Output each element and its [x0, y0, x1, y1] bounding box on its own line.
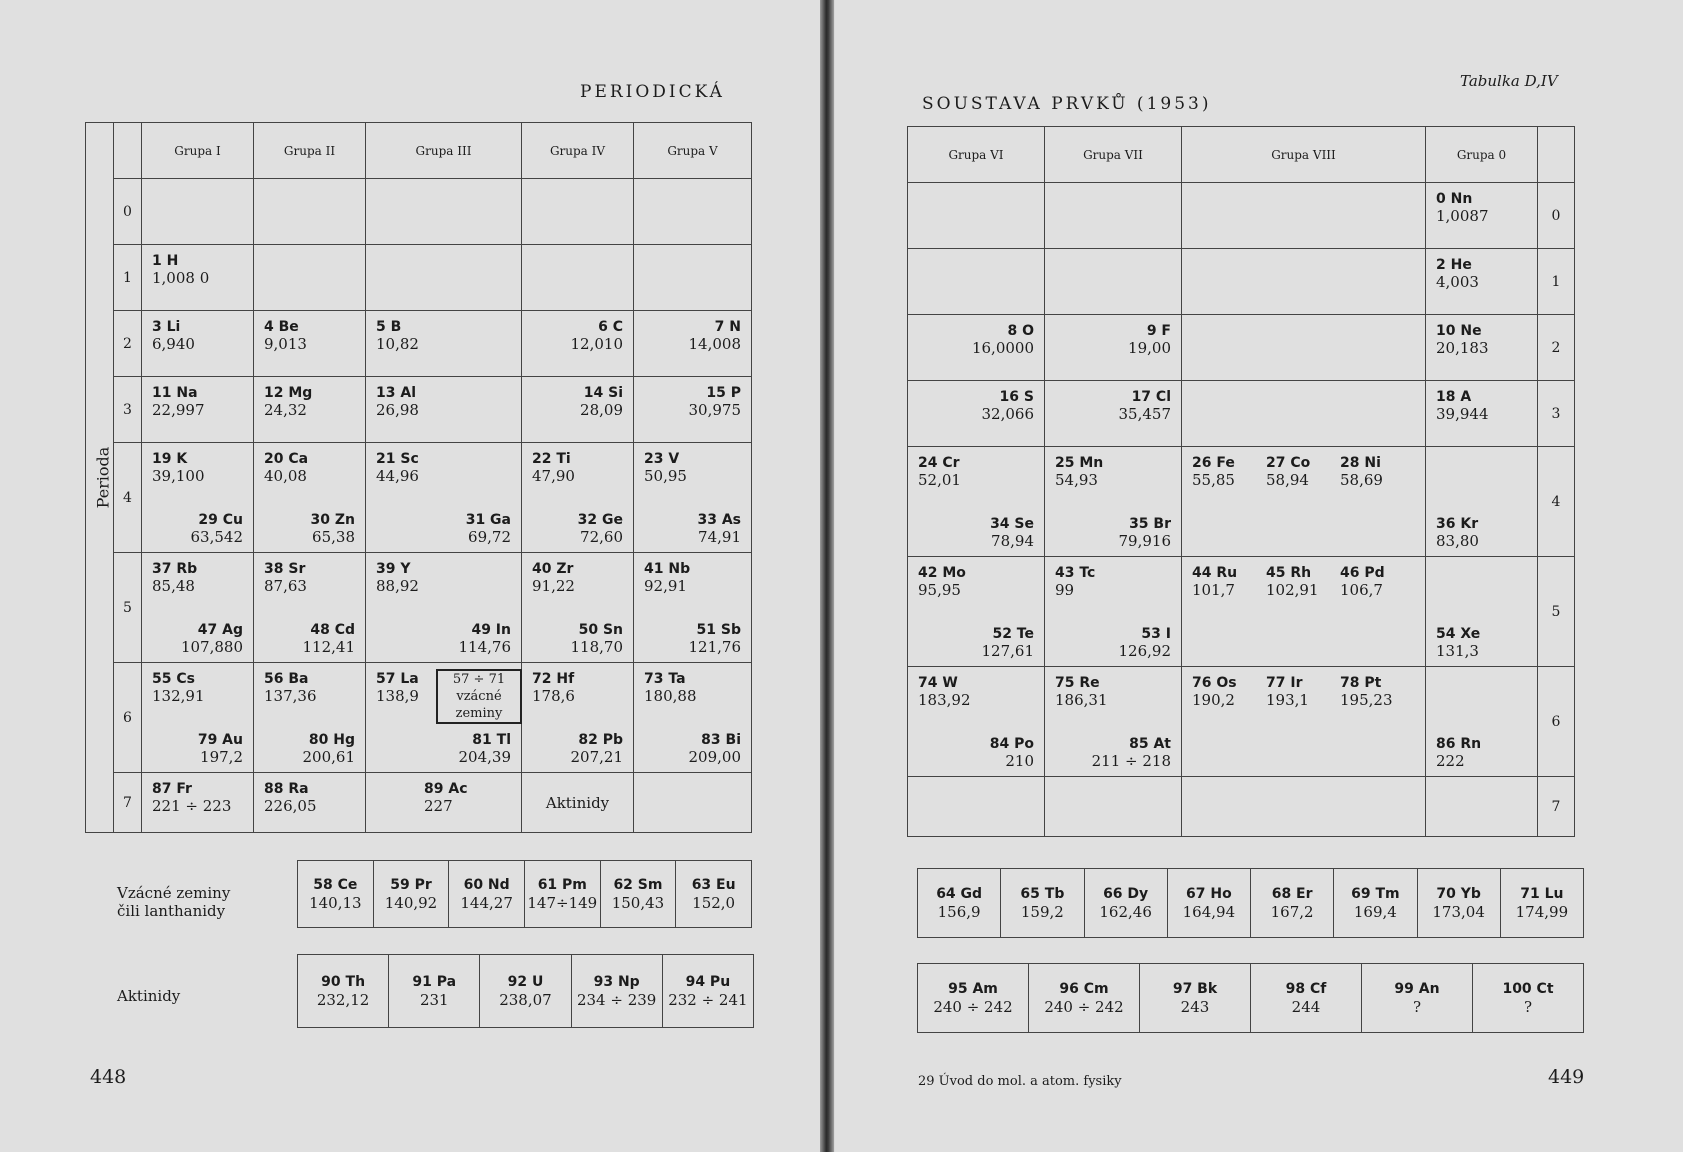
element-be: 4 Be 9,013: [264, 319, 307, 353]
book-gutter: [820, 0, 834, 1152]
element-co: 27 Co 58,94: [1266, 455, 1311, 489]
header-grupa-8: Grupa VIII: [1182, 127, 1426, 183]
element-rn: 86 Rn 222: [1436, 736, 1482, 770]
periodic-table-right: [907, 126, 1575, 837]
element-kr: 36 Kr 83,80: [1436, 516, 1479, 550]
element-cell: [1251, 964, 1362, 1033]
element-cell: [1140, 964, 1251, 1033]
empty-cell: [254, 245, 366, 311]
element-cell: [1251, 869, 1334, 938]
element-hf: 72 Hf 178,6: [532, 671, 575, 705]
element-mo: 42 Mo 95,95: [918, 565, 966, 599]
empty-cell: [366, 179, 522, 245]
period-number: 6: [1538, 667, 1575, 777]
header-grupa-5: Grupa V: [634, 123, 752, 179]
period-number: 6: [114, 663, 142, 773]
empty-cell: [908, 249, 1045, 315]
element-symbol: 67 Ho: [1186, 886, 1232, 902]
element-mass: 140,13: [309, 894, 362, 912]
element-symbol: 62 Sm: [613, 877, 663, 893]
element-fr: 87 Fr 221 ÷ 223: [152, 781, 232, 815]
element-mass: ?: [1523, 998, 1533, 1016]
element-cell: [1001, 869, 1084, 938]
lanthanides-row-right: [917, 868, 1584, 938]
period-number: 1: [114, 245, 142, 311]
element-mass: 244: [1291, 998, 1321, 1016]
element-mass: 173,04: [1432, 903, 1485, 921]
left-title: PERIODICKÁ: [580, 82, 725, 102]
element-ta: 73 Ta 180,88: [644, 671, 697, 705]
element-se: 34 Se 78,94: [990, 516, 1034, 550]
element-symbol: 95 Am: [948, 981, 998, 997]
element-cell: [1167, 869, 1250, 938]
element-he: 2 He 4,003: [1436, 257, 1479, 291]
period-number: 1: [1538, 249, 1575, 315]
header-grupa-1: Grupa I: [142, 123, 254, 179]
right-page: [835, 0, 1683, 1152]
period-number: 2: [114, 311, 142, 377]
element-ga: 31 Ga 69,72: [465, 512, 511, 546]
element-po: 84 Po 210: [989, 736, 1034, 770]
header-grupa-2: Grupa II: [254, 123, 366, 179]
element-mass: 147÷149: [527, 894, 598, 912]
element-ba: 56 Ba 137,36: [264, 671, 317, 705]
rare-earth-box: 57 ÷ 71 vzácné zeminy: [436, 669, 522, 724]
element-ir: 77 Ir 193,1: [1266, 675, 1309, 709]
element-hg: 80 Hg 200,61: [302, 732, 355, 766]
element-mass: 231: [419, 991, 449, 1009]
corner-cell: [114, 123, 142, 179]
empty-cell: [634, 773, 752, 833]
element-w: 74 W 183,92: [918, 675, 971, 709]
element-b: 5 B 10,82: [376, 319, 419, 353]
element-xe: 54 Xe 131,3: [1436, 626, 1481, 660]
element-symbol: 63 Eu: [691, 877, 736, 893]
empty-cell: [1426, 777, 1538, 837]
element-symbol: 68 Er: [1271, 886, 1313, 902]
element-ti: 22 Ti 47,90: [532, 451, 575, 485]
element-tl: 81 Tl 204,39: [458, 732, 511, 766]
element-in: 49 In 114,76: [458, 622, 511, 656]
element-symbol: 92 U: [507, 974, 544, 990]
element-cs: 55 Cs 132,91: [152, 671, 205, 705]
element-symbol: 58 Ce: [313, 877, 358, 893]
element-symbol: 71 Lu: [1520, 886, 1564, 902]
element-symbol: 66 Dy: [1103, 886, 1149, 902]
element-f: 9 F 19,00: [1128, 323, 1171, 357]
element-mass: 144,27: [460, 894, 513, 912]
element-tc: 43 Tc 99: [1055, 565, 1096, 599]
element-cell: [389, 955, 480, 1028]
element-h: 1 H 1,008 0: [152, 253, 210, 287]
element-symbol: 99 An: [1394, 981, 1440, 997]
element-symbol: 97 Bk: [1172, 981, 1218, 997]
element-cell: [480, 955, 571, 1028]
element-mass: 167,2: [1270, 903, 1314, 921]
period-number: 3: [114, 377, 142, 443]
element-rh: 45 Rh 102,91: [1266, 565, 1319, 599]
element-cell: [142, 245, 254, 311]
perioda-label: Perioda: [93, 446, 113, 509]
element-ca: 20 Ca 40,08: [264, 451, 309, 485]
element-mass: 169,4: [1353, 903, 1397, 921]
element-ru: 44 Ru 101,7: [1192, 565, 1238, 599]
element-mass: 243: [1180, 998, 1210, 1016]
empty-cell: [1182, 249, 1426, 315]
period-number: 0: [114, 179, 142, 245]
element-mass: 152,0: [692, 894, 736, 912]
element-cd: 48 Cd 112,41: [302, 622, 355, 656]
element-cr: 24 Cr 52,01: [918, 455, 961, 489]
table-label: Tabulka D,IV: [1460, 72, 1558, 90]
element-li: 3 Li 6,940: [152, 319, 195, 353]
element-ra: 88 Ra 226,05: [264, 781, 317, 815]
element-mn: 25 Mn 54,93: [1055, 455, 1104, 489]
empty-cell: [634, 245, 752, 311]
header-grupa-7: Grupa VII: [1045, 127, 1182, 183]
element-mass: 150,43: [611, 894, 665, 912]
element-mass: 232 ÷ 241: [668, 991, 748, 1009]
element-pd: 46 Pd 106,7: [1340, 565, 1385, 599]
element-s: 16 S 32,066: [981, 389, 1034, 423]
element-ag: 47 Ag 107,880: [180, 622, 243, 656]
lanthanides-label: Vzácné zeminy čili lanthanidy: [117, 884, 231, 920]
element-symbol: 96 Cm: [1059, 981, 1109, 997]
element-c: 6 C 12,010: [570, 319, 623, 353]
element-mass: 164,94: [1182, 903, 1236, 921]
header-grupa-3: Grupa III: [366, 123, 522, 179]
element-nn: 0 Nn 1,0087: [1436, 191, 1489, 225]
element-sb: 51 Sb 121,76: [688, 622, 741, 656]
element-cell: [571, 955, 662, 1028]
element-cell: [662, 955, 753, 1028]
element-mg: 12 Mg 24,32: [264, 385, 313, 419]
element-mass: 174,99: [1515, 903, 1569, 921]
period-number: 4: [114, 443, 142, 553]
element-mass: 240 ÷ 242: [1044, 998, 1124, 1016]
element-symbol: 70 Yb: [1436, 886, 1481, 902]
element-cell: [298, 955, 389, 1028]
element-symbol: 60 Nd: [463, 877, 510, 893]
period-number: 3: [1538, 381, 1575, 447]
element-symbol: 65 Tb: [1020, 886, 1065, 902]
element-cell: [298, 861, 374, 928]
element-la: 57 La 138,9: [376, 671, 419, 705]
period-number: 0: [1538, 183, 1575, 249]
empty-cell: [142, 179, 254, 245]
element-ac: 89 Ac 227: [424, 781, 468, 815]
element-cell: [449, 861, 525, 928]
element-symbol: 93 Np: [593, 974, 640, 990]
element-cell: [1084, 869, 1167, 938]
period-number: 5: [114, 553, 142, 663]
element-na: 11 Na 22,997: [152, 385, 205, 419]
element-re: 75 Re 186,31: [1055, 675, 1108, 709]
element-cell: [918, 869, 1001, 938]
actinides-row-left: [297, 954, 754, 1028]
empty-cell: [522, 245, 634, 311]
element-p: 15 P 30,975: [688, 385, 741, 419]
element-symbol: 100 Ct: [1502, 981, 1554, 997]
element-symbol: 98 Cf: [1285, 981, 1327, 997]
element-cell: [1417, 869, 1500, 938]
element-ar: 18 A 39,944: [1436, 389, 1489, 423]
empty-cell: [522, 179, 634, 245]
empty-cell: [1045, 249, 1182, 315]
element-cell: [918, 964, 1029, 1033]
element-mass: 140,92: [384, 894, 438, 912]
element-si: 14 Si 28,09: [580, 385, 623, 419]
element-cell: [1473, 964, 1584, 1033]
element-rb: 37 Rb 85,48: [152, 561, 198, 595]
corner-cell: [1538, 127, 1575, 183]
footer-note: 29 Úvod do mol. a atom. fysiky: [918, 1074, 1122, 1089]
element-ni: 28 Ni 58,69: [1340, 455, 1383, 489]
element-zn: 30 Zn 65,38: [310, 512, 355, 546]
period-number: 4: [1538, 447, 1575, 557]
element-at: 85 At 211 ÷ 218: [1091, 736, 1171, 770]
empty-cell: [634, 179, 752, 245]
element-cl: 17 Cl 35,457: [1118, 389, 1171, 423]
periodic-table-left: [85, 122, 752, 833]
element-sn: 50 Sn 118,70: [570, 622, 623, 656]
empty-cell: [1182, 381, 1426, 447]
header-grupa-6: Grupa VI: [908, 127, 1045, 183]
aktinidy-cell: Aktinidy: [522, 773, 634, 833]
element-nb: 41 Nb 92,91: [644, 561, 691, 595]
empty-cell: [254, 179, 366, 245]
actinides-row-right: [917, 963, 1584, 1033]
element-al: 13 Al 26,98: [376, 385, 419, 419]
period-number: 5: [1538, 557, 1575, 667]
header-grupa-4: Grupa IV: [522, 123, 634, 179]
element-zr: 40 Zr 91,22: [532, 561, 575, 595]
element-n: 7 N 14,008: [688, 319, 741, 353]
element-fe: 26 Fe 55,85: [1192, 455, 1235, 489]
left-page: [0, 0, 822, 1152]
element-ge: 32 Ge 72,60: [577, 512, 623, 546]
empty-cell: [1045, 183, 1182, 249]
element-mass: ?: [1412, 998, 1422, 1016]
element-symbol: 94 Pu: [685, 974, 731, 990]
empty-cell: [1182, 777, 1426, 837]
element-cell: [373, 861, 449, 928]
element-mass: 238,07: [499, 991, 552, 1009]
element-as: 33 As 74,91: [697, 512, 741, 546]
element-v: 23 V 50,95: [644, 451, 687, 485]
element-cell: [1334, 869, 1417, 938]
actinides-label: Aktinidy: [117, 987, 181, 1005]
left-page-number: 448: [90, 1066, 127, 1088]
element-symbol: 91 Pa: [412, 974, 457, 990]
element-i: 53 I 126,92: [1118, 626, 1171, 660]
element-k: 19 K 39,100: [152, 451, 205, 485]
element-mass: 156,9: [937, 903, 981, 921]
empty-cell: [908, 777, 1045, 837]
element-cell: [1500, 869, 1583, 938]
element-mass: 240 ÷ 242: [933, 998, 1013, 1016]
element-symbol: 59 Pr: [390, 877, 432, 893]
element-symbol: 69 Tm: [1351, 886, 1400, 902]
element-br: 35 Br 79,916: [1118, 516, 1171, 550]
element-symbol: 61 Pm: [537, 877, 587, 893]
right-title: SOUSTAVA PRVKŮ (1953): [922, 94, 1212, 114]
empty-cell: [1182, 315, 1426, 381]
element-cell: [524, 861, 600, 928]
empty-cell: [1182, 183, 1426, 249]
element-te: 52 Te 127,61: [981, 626, 1034, 660]
lanthanides-row-left: [297, 860, 752, 928]
element-pb: 82 Pb 207,21: [570, 732, 623, 766]
element-mass: 232,12: [316, 991, 370, 1009]
element-cell: [1029, 964, 1140, 1033]
element-cell: [676, 861, 752, 928]
element-symbol: 90 Th: [321, 974, 366, 990]
element-cell: [1362, 964, 1473, 1033]
header-grupa-0: Grupa 0: [1426, 127, 1538, 183]
element-mass: 162,46: [1099, 903, 1152, 921]
element-os: 76 Os 190,2: [1192, 675, 1237, 709]
empty-cell: [908, 183, 1045, 249]
element-sr: 38 Sr 87,63: [264, 561, 307, 595]
element-cell: [600, 861, 676, 928]
element-sc: 21 Sc 44,96: [376, 451, 419, 485]
perioda-column: [86, 123, 114, 833]
element-o: 8 O 16,0000: [971, 323, 1034, 357]
element-ne: 10 Ne 20,183: [1436, 323, 1489, 357]
element-pt: 78 Pt 195,23: [1340, 675, 1393, 709]
element-cu: 29 Cu 63,542: [190, 512, 243, 546]
element-y: 39 Y 88,92: [376, 561, 419, 595]
period-number: 2: [1538, 315, 1575, 381]
element-bi: 83 Bi 209,00: [688, 732, 741, 766]
period-number: 7: [1538, 777, 1575, 837]
period-number: 7: [114, 773, 142, 833]
empty-cell: [366, 245, 522, 311]
right-page-number: 449: [1548, 1066, 1585, 1088]
element-mass: 234 ÷ 239: [576, 991, 657, 1009]
element-symbol: 64 Gd: [936, 886, 983, 902]
element-mass: 159,2: [1020, 903, 1064, 921]
element-au: 79 Au 197,2: [197, 732, 243, 766]
empty-cell: [1045, 777, 1182, 837]
